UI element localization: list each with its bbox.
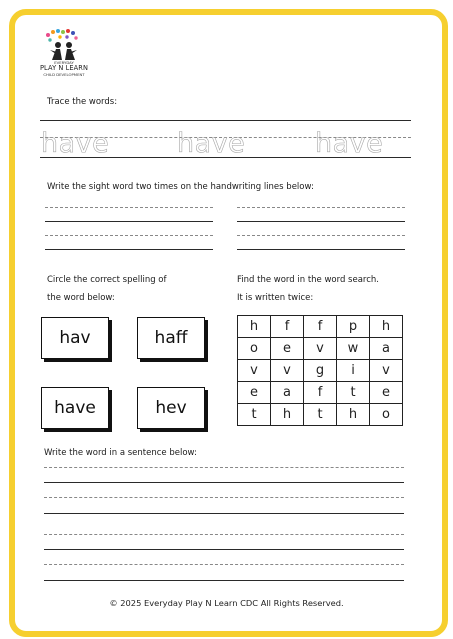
logo-figures-icon	[36, 28, 92, 62]
logo-text-playnlearn: PLAY N LEARN	[39, 64, 89, 72]
grid-cell[interactable]: v	[370, 360, 403, 382]
grid-cell[interactable]: w	[337, 338, 370, 360]
grid-cell[interactable]: t	[337, 382, 370, 404]
grid-cell[interactable]: e	[238, 382, 271, 404]
trace-word: have	[315, 128, 384, 159]
circle-label-line1: Circle the correct spelling of	[47, 275, 167, 285]
handwriting-label: Write the sight word two times on the handwriting lines below:	[47, 182, 314, 192]
spelling-option[interactable]: hev	[137, 387, 205, 429]
spelling-option[interactable]: haff	[137, 317, 205, 359]
grid-cell[interactable]: f	[271, 316, 304, 338]
grid-cell[interactable]: h	[337, 404, 370, 426]
grid-cell[interactable]: a	[370, 338, 403, 360]
wordsearch-label-line2: It is written twice:	[237, 293, 314, 303]
grid-cell[interactable]: f	[304, 382, 337, 404]
grid-cell[interactable]: v	[238, 360, 271, 382]
brand-logo	[36, 28, 92, 80]
grid-cell[interactable]: v	[304, 338, 337, 360]
wordsearch-label-line1: Find the word in the word search.	[237, 275, 379, 285]
word-search-grid	[237, 315, 403, 426]
grid-cell[interactable]: f	[304, 316, 337, 338]
handwriting-lines-left[interactable]	[45, 207, 213, 257]
handwriting-lines-right[interactable]	[237, 207, 405, 257]
logo-text-everyday: EVERYDAY	[54, 60, 74, 65]
grid-cell[interactable]: h	[238, 316, 271, 338]
grid-cell[interactable]: t	[238, 404, 271, 426]
grid-cell[interactable]: e	[271, 338, 304, 360]
sentence-lines-top[interactable]	[44, 467, 404, 517]
grid-cell[interactable]: t	[304, 404, 337, 426]
grid-cell[interactable]: e	[370, 382, 403, 404]
grid-cell[interactable]: o	[370, 404, 403, 426]
grid-cell[interactable]: o	[238, 338, 271, 360]
trace-lines	[40, 120, 411, 158]
grid-cell[interactable]: g	[304, 360, 337, 382]
sentence-label: Write the word in a sentence below:	[44, 448, 197, 458]
trace-word: have	[41, 128, 110, 159]
grid-cell[interactable]: h	[271, 404, 304, 426]
grid-cell[interactable]: a	[271, 382, 304, 404]
grid-cell[interactable]: h	[370, 316, 403, 338]
copyright-footer: © 2025 Everyday Play N Learn CDC All Rights Reserved.	[109, 598, 344, 608]
trace-word: have	[177, 128, 246, 159]
grid-cell[interactable]: v	[271, 360, 304, 382]
spelling-option[interactable]: have	[41, 387, 109, 429]
logo-text-child-development: CHILD DEVELOPMENT	[43, 72, 85, 77]
spelling-option[interactable]: hav	[41, 317, 109, 359]
circle-label-line2: the word below:	[47, 293, 115, 303]
grid-cell[interactable]: p	[337, 316, 370, 338]
trace-label: Trace the words:	[47, 97, 118, 107]
sentence-lines-bottom[interactable]	[44, 534, 404, 584]
grid-cell[interactable]: i	[337, 360, 370, 382]
